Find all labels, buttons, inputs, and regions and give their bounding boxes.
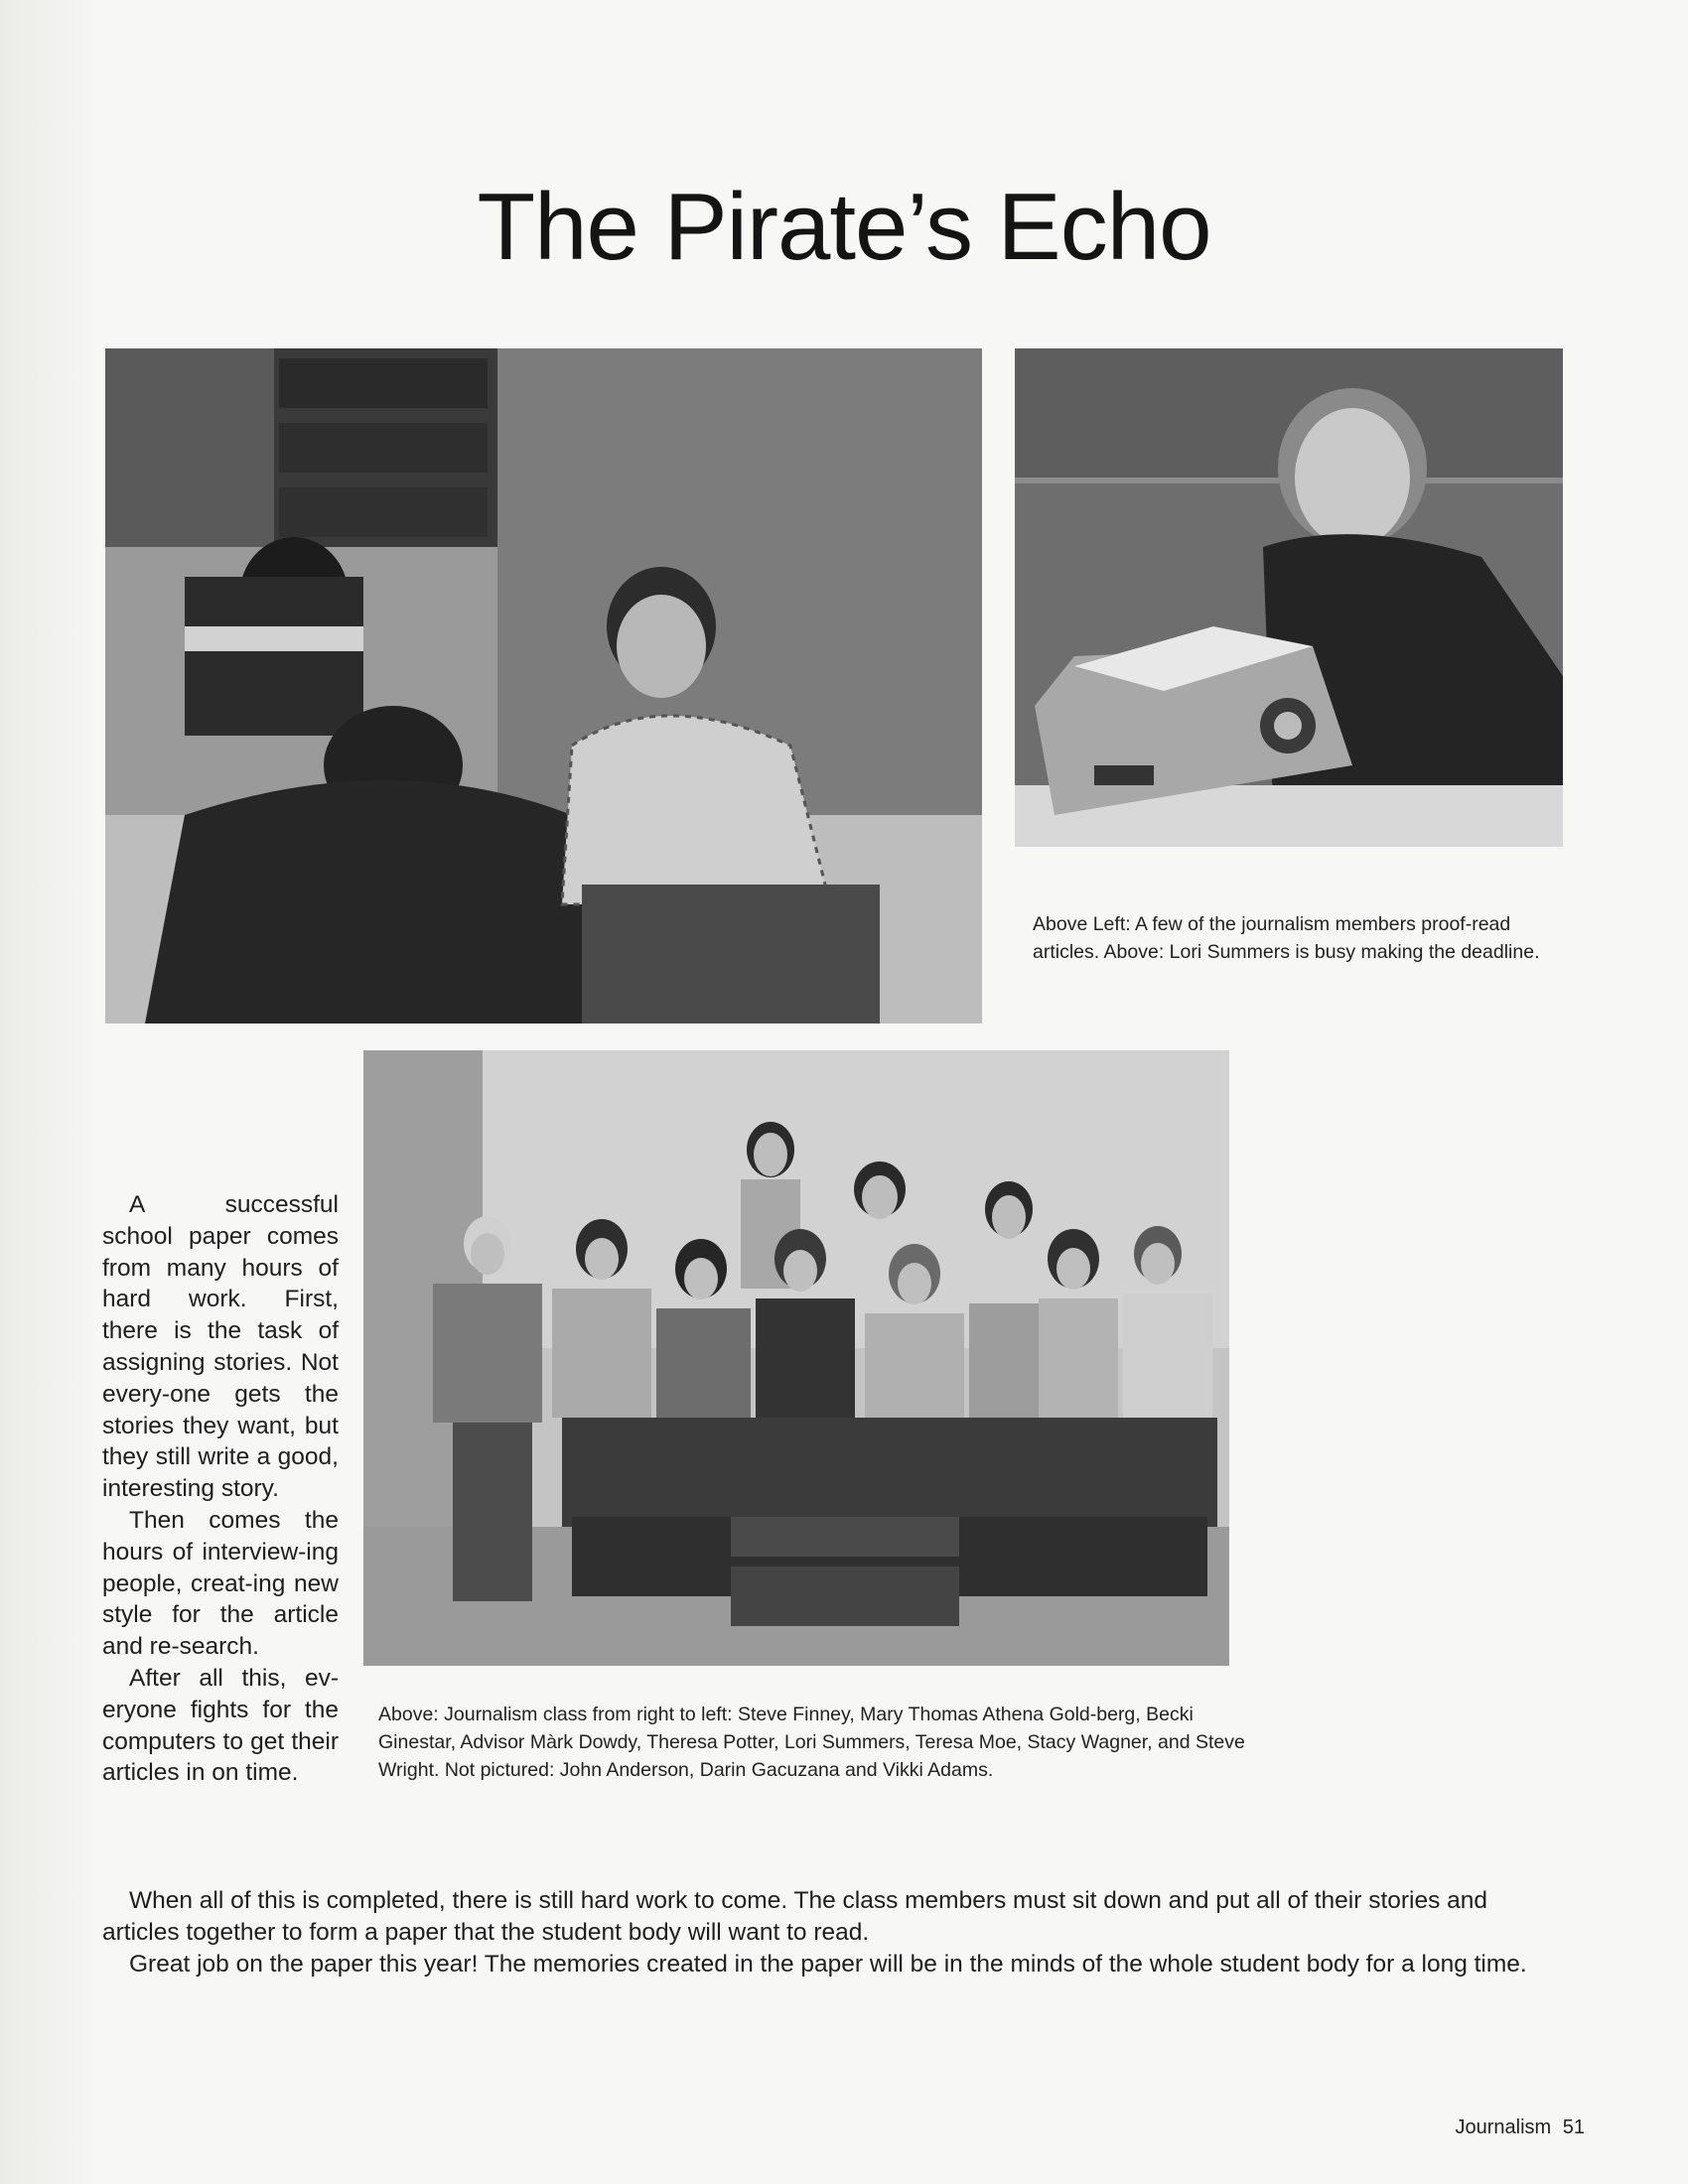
proofreading-photo-icon <box>105 348 982 1024</box>
typewriter-photo <box>1015 348 1563 847</box>
class-group-photo <box>363 1050 1229 1666</box>
page-title: The Pirate’s Echo <box>477 174 1211 280</box>
proofreading-photo <box>105 348 982 1024</box>
typewriter-photo-icon <box>1015 348 1563 847</box>
article-paragraph: A successful school paper comes from many hours of hard work. First, there is the task of assigning stories. Not every-one gets the stories they want, but they still write a good, interesting story. <box>102 1191 339 1503</box>
top-photos-caption: Above Left: A few of the journalism members proof-read articles. Above: Lori Summers is busy making the deadline. <box>1033 913 1540 963</box>
group-photo-caption: Above: Journalism class from right to left: Steve Finney, Mary Thomas Athena Gold-berg, Becki Ginestar, Advisor Màrk Dowdy, Theresa Potter, Lori Summers, Teresa Moe, Stacy Wagner, and Steve Wright. Not pictured: John Anderson, Darin Gacuzana and Vikki Adams. <box>378 1704 1245 1781</box>
page-number: 51 <box>1562 2116 1585 2138</box>
class-group-photo-icon <box>363 1050 1229 1666</box>
article-paragraph: After all this, ev-eryone fights for the computers to get their articles in on time. <box>102 1664 339 1787</box>
page-binding-shadow <box>0 0 95 2184</box>
article-column <box>102 1189 339 1789</box>
article-paragraph: When all of this is completed, there is still hard work to come. The class members must sit down and put all of their stories and articles together to form a paper that the student body will want to read. <box>102 1887 1488 1946</box>
page-footer <box>1449 2116 1585 2139</box>
article-paragraph: Then comes the hours of interview-ing people, creat-ing new style for the article and re-search. <box>102 1506 339 1661</box>
footer-section: Journalism <box>1455 2116 1552 2138</box>
article-wide-text <box>102 1885 1532 1979</box>
article-paragraph: Great job on the paper this year! The memories created in the paper will be in the minds of the whole student body for a long time. <box>129 1950 1527 1978</box>
